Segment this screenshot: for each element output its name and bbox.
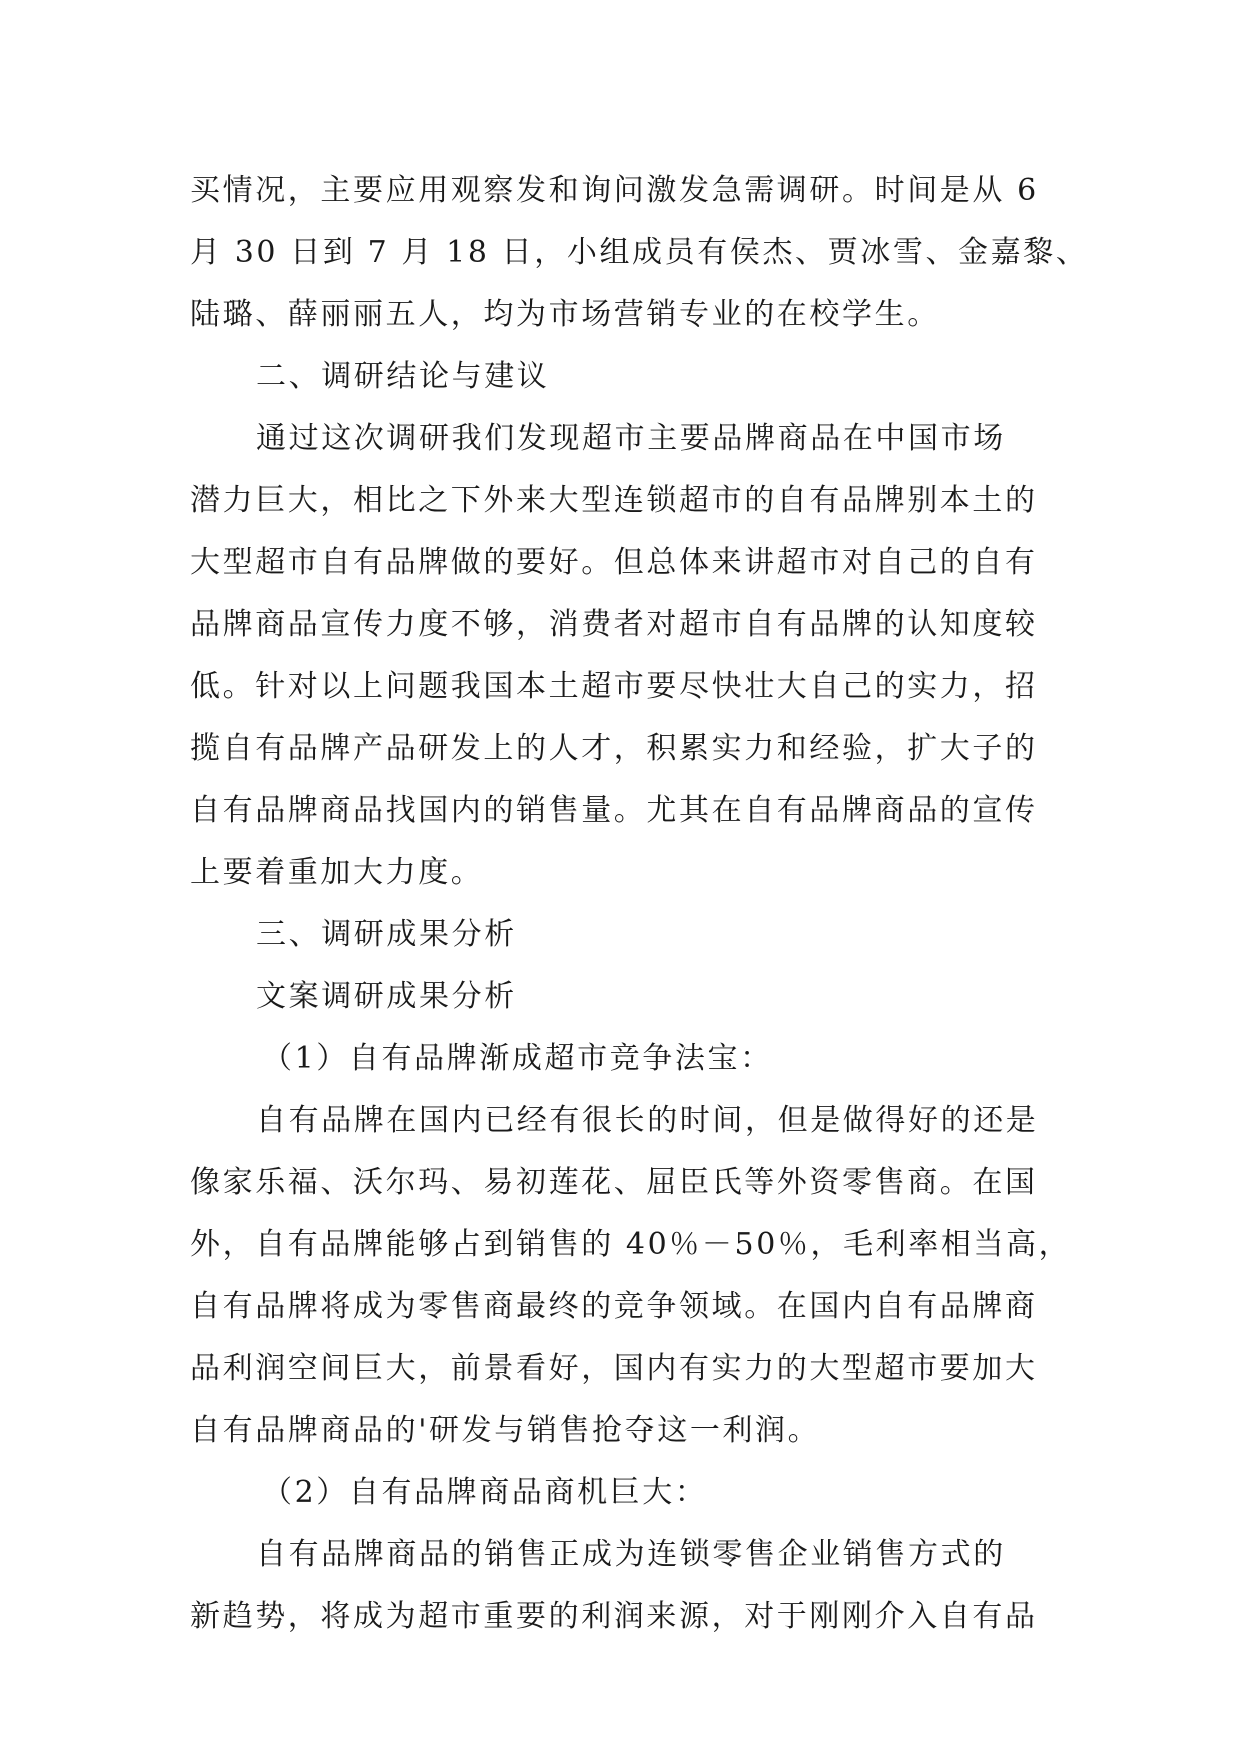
list-heading-2: （2）自有品牌商品商机巨大： [262, 1475, 708, 1510]
subsection-heading: 文案调研成果分析 [256, 979, 517, 1014]
body-line: 陆璐、薛丽丽五人，均为市场营销专业的在校学生。 [190, 297, 940, 332]
body-line: 自有品牌将成为零售商最终的竞争领域。在国内自有品牌商 [190, 1289, 1038, 1324]
body-line: 外，自有品牌能够占到销售的 40％－50％，毛利率相当高， [190, 1227, 1072, 1262]
paragraph-start: 自有品牌商品的销售正成为连锁零售企业销售方式的 [256, 1537, 1006, 1572]
body-line: 新趋势，将成为超市重要的利润来源，对于刚刚介入自有品 [190, 1599, 1038, 1634]
list-heading-1: （1）自有品牌渐成超市竞争法宝： [262, 1041, 773, 1076]
paragraph-start: 自有品牌在国内已经有很长的时间，但是做得好的还是 [256, 1103, 1039, 1138]
body-line: 潜力巨大，相比之下外来大型连锁超市的自有品牌别本土的 [190, 483, 1038, 518]
body-line: 品利润空间巨大，前景看好，国内有实力的大型超市要加大 [190, 1351, 1038, 1386]
body-line: 买情况，主要应用观察发和询问激发急需调研。时间是从 6 [190, 173, 1039, 208]
body-line: 大型超市自有品牌做的要好。但总体来讲超市对自己的自有 [190, 545, 1038, 580]
body-line: 品牌商品宣传力度不够，消费者对超市自有品牌的认知度较 [190, 607, 1038, 642]
section-heading-3: 三、调研成果分析 [256, 917, 517, 952]
section-heading-2: 二、调研结论与建议 [256, 359, 550, 394]
body-line: 揽自有品牌产品研发上的人才，积累实力和经验，扩大子的 [190, 731, 1038, 766]
body-line: 月 30 日到 7 月 18 日，小组成员有侯杰、贾冰雪、金嘉黎、 [190, 235, 1089, 270]
document-page [190, 160, 1089, 1648]
body-line: 自有品牌商品找国内的销售量。尤其在自有品牌商品的宣传 [190, 793, 1038, 828]
body-line: 低。针对以上问题我国本土超市要尽快壮大自己的实力，招 [190, 669, 1038, 704]
body-line: 自有品牌商品的'研发与销售抢夺这一利润。 [190, 1413, 821, 1448]
body-line: 像家乐福、沃尔玛、易初莲花、屈臣氏等外资零售商。在国 [190, 1165, 1038, 1200]
body-line: 上要着重加大力度。 [190, 855, 484, 890]
paragraph-start: 通过这次调研我们发现超市主要品牌商品在中国市场 [256, 421, 1006, 456]
